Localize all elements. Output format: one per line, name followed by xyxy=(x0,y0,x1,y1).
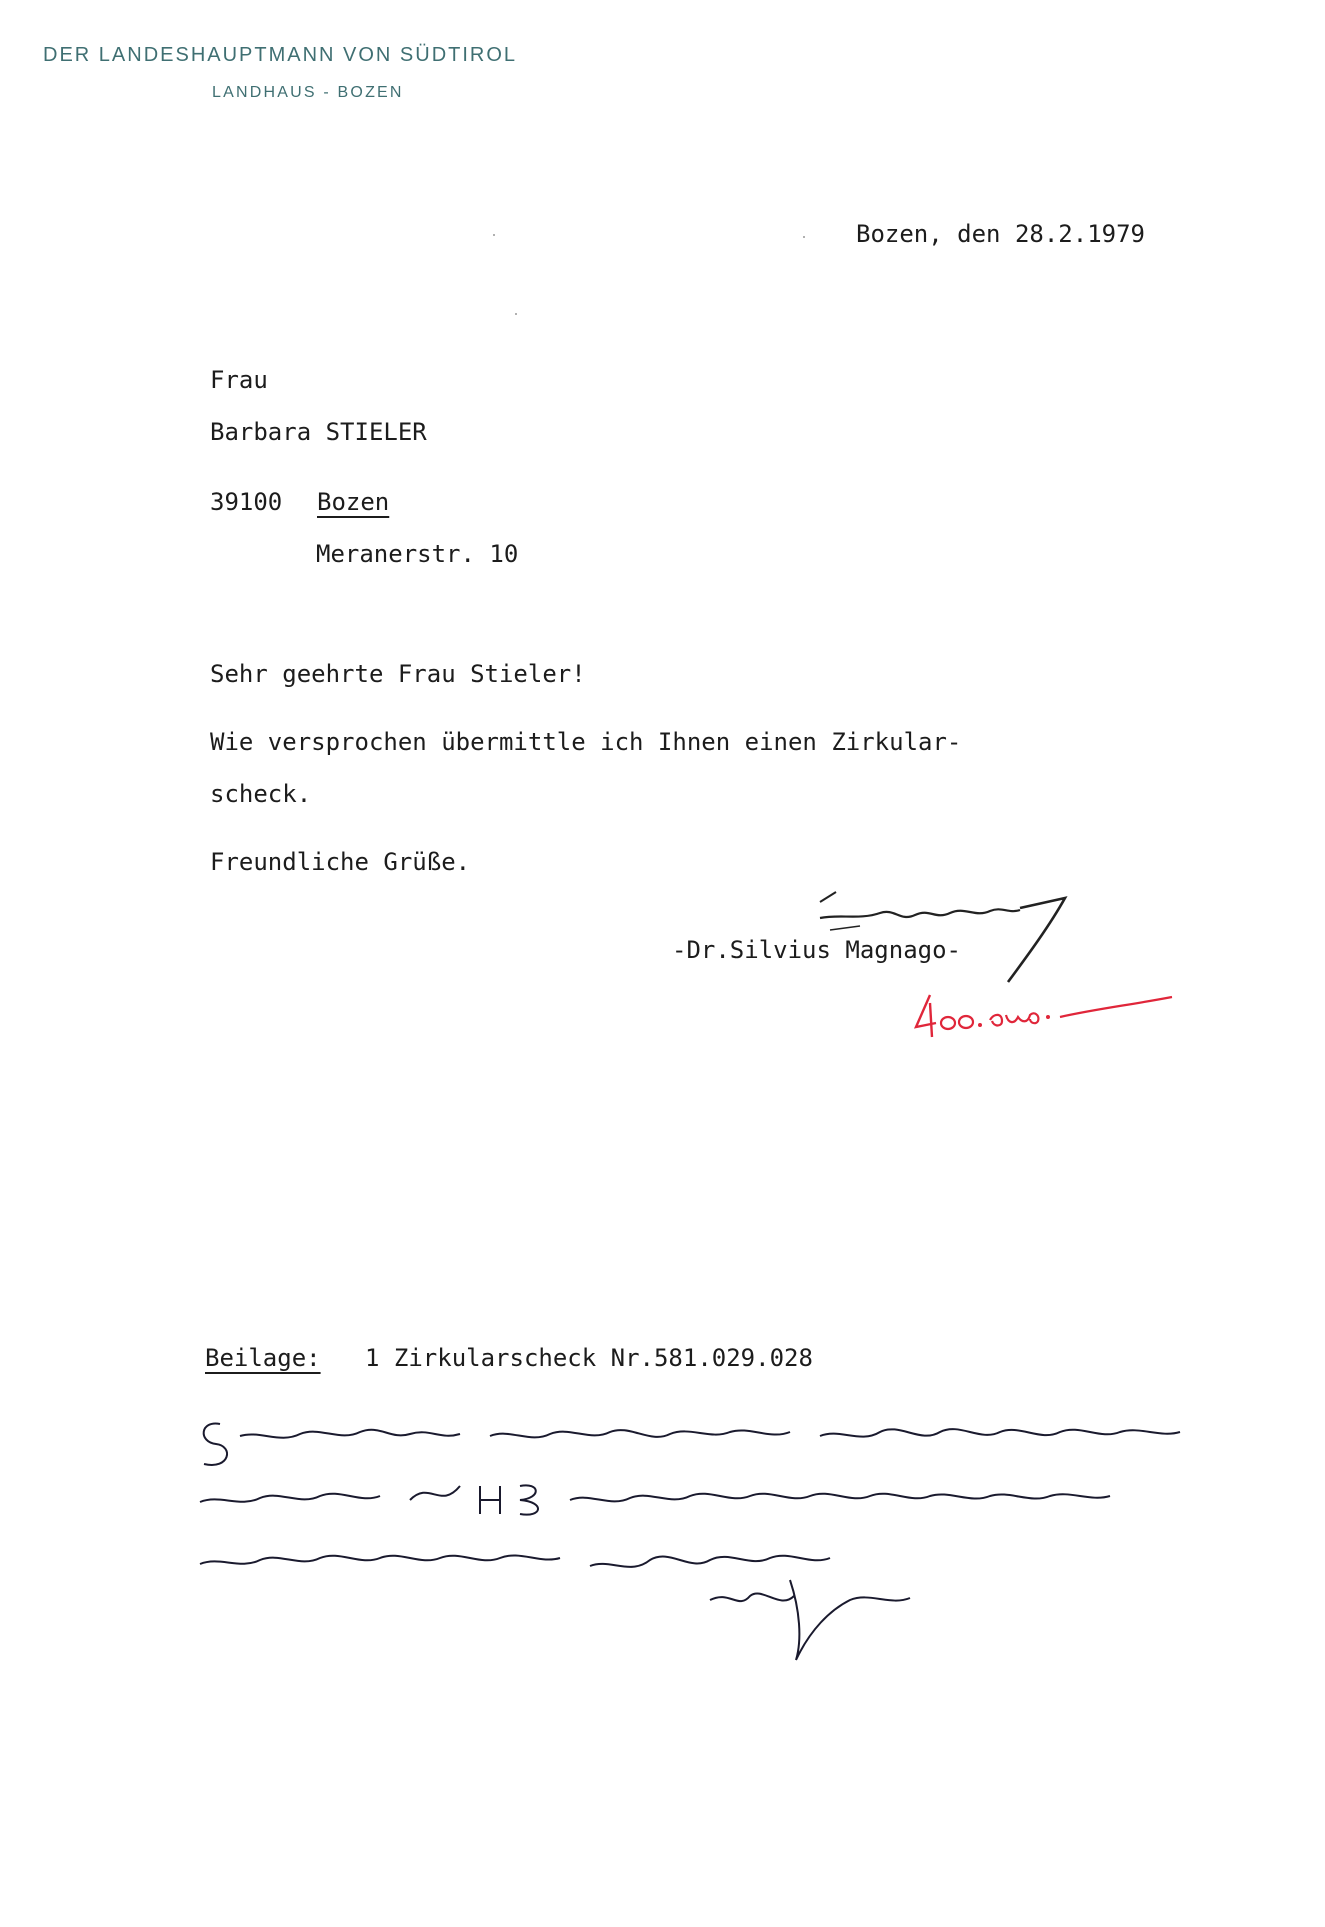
letterhead-title: DER LANDESHAUPTMANN VON SÜDTIROL xyxy=(43,44,518,66)
recipient-name: Barbara STIELER xyxy=(210,418,427,446)
signature-typed-name: -Dr.Silvius Magnago- xyxy=(672,936,961,964)
date-line: Bozen, den 28.2.1979 xyxy=(856,220,1145,248)
recipient-city: Bozen xyxy=(317,488,390,516)
paper-speck xyxy=(803,236,805,238)
letterhead-address: LANDHAUS - BOZEN xyxy=(212,84,404,101)
body-line-1: Wie versprochen übermittle ich Ihnen einen Zirkular- xyxy=(210,728,962,756)
closing: Freundliche Grüße. xyxy=(210,848,471,876)
paper-speck xyxy=(493,234,495,236)
enclosure-text: 1 Zirkularscheck Nr.581.029.028 xyxy=(365,1344,813,1372)
recipient-salutation: Frau xyxy=(210,366,268,394)
body-line-2: scheck. xyxy=(210,780,312,808)
red-handwritten-amount xyxy=(910,975,1180,1055)
handwritten-note-image xyxy=(190,1400,1210,1660)
greeting: Sehr geehrte Frau Stieler! xyxy=(210,660,586,688)
paper-speck xyxy=(515,313,517,315)
recipient-postal-code: 39100 xyxy=(210,488,283,516)
enclosure-label xyxy=(205,1346,321,1370)
recipient-street: Meranerstr. 10 xyxy=(316,540,519,568)
enclosure-label-text: Beilage: xyxy=(205,1344,321,1372)
handwritten-signature-magnago xyxy=(770,880,1090,980)
